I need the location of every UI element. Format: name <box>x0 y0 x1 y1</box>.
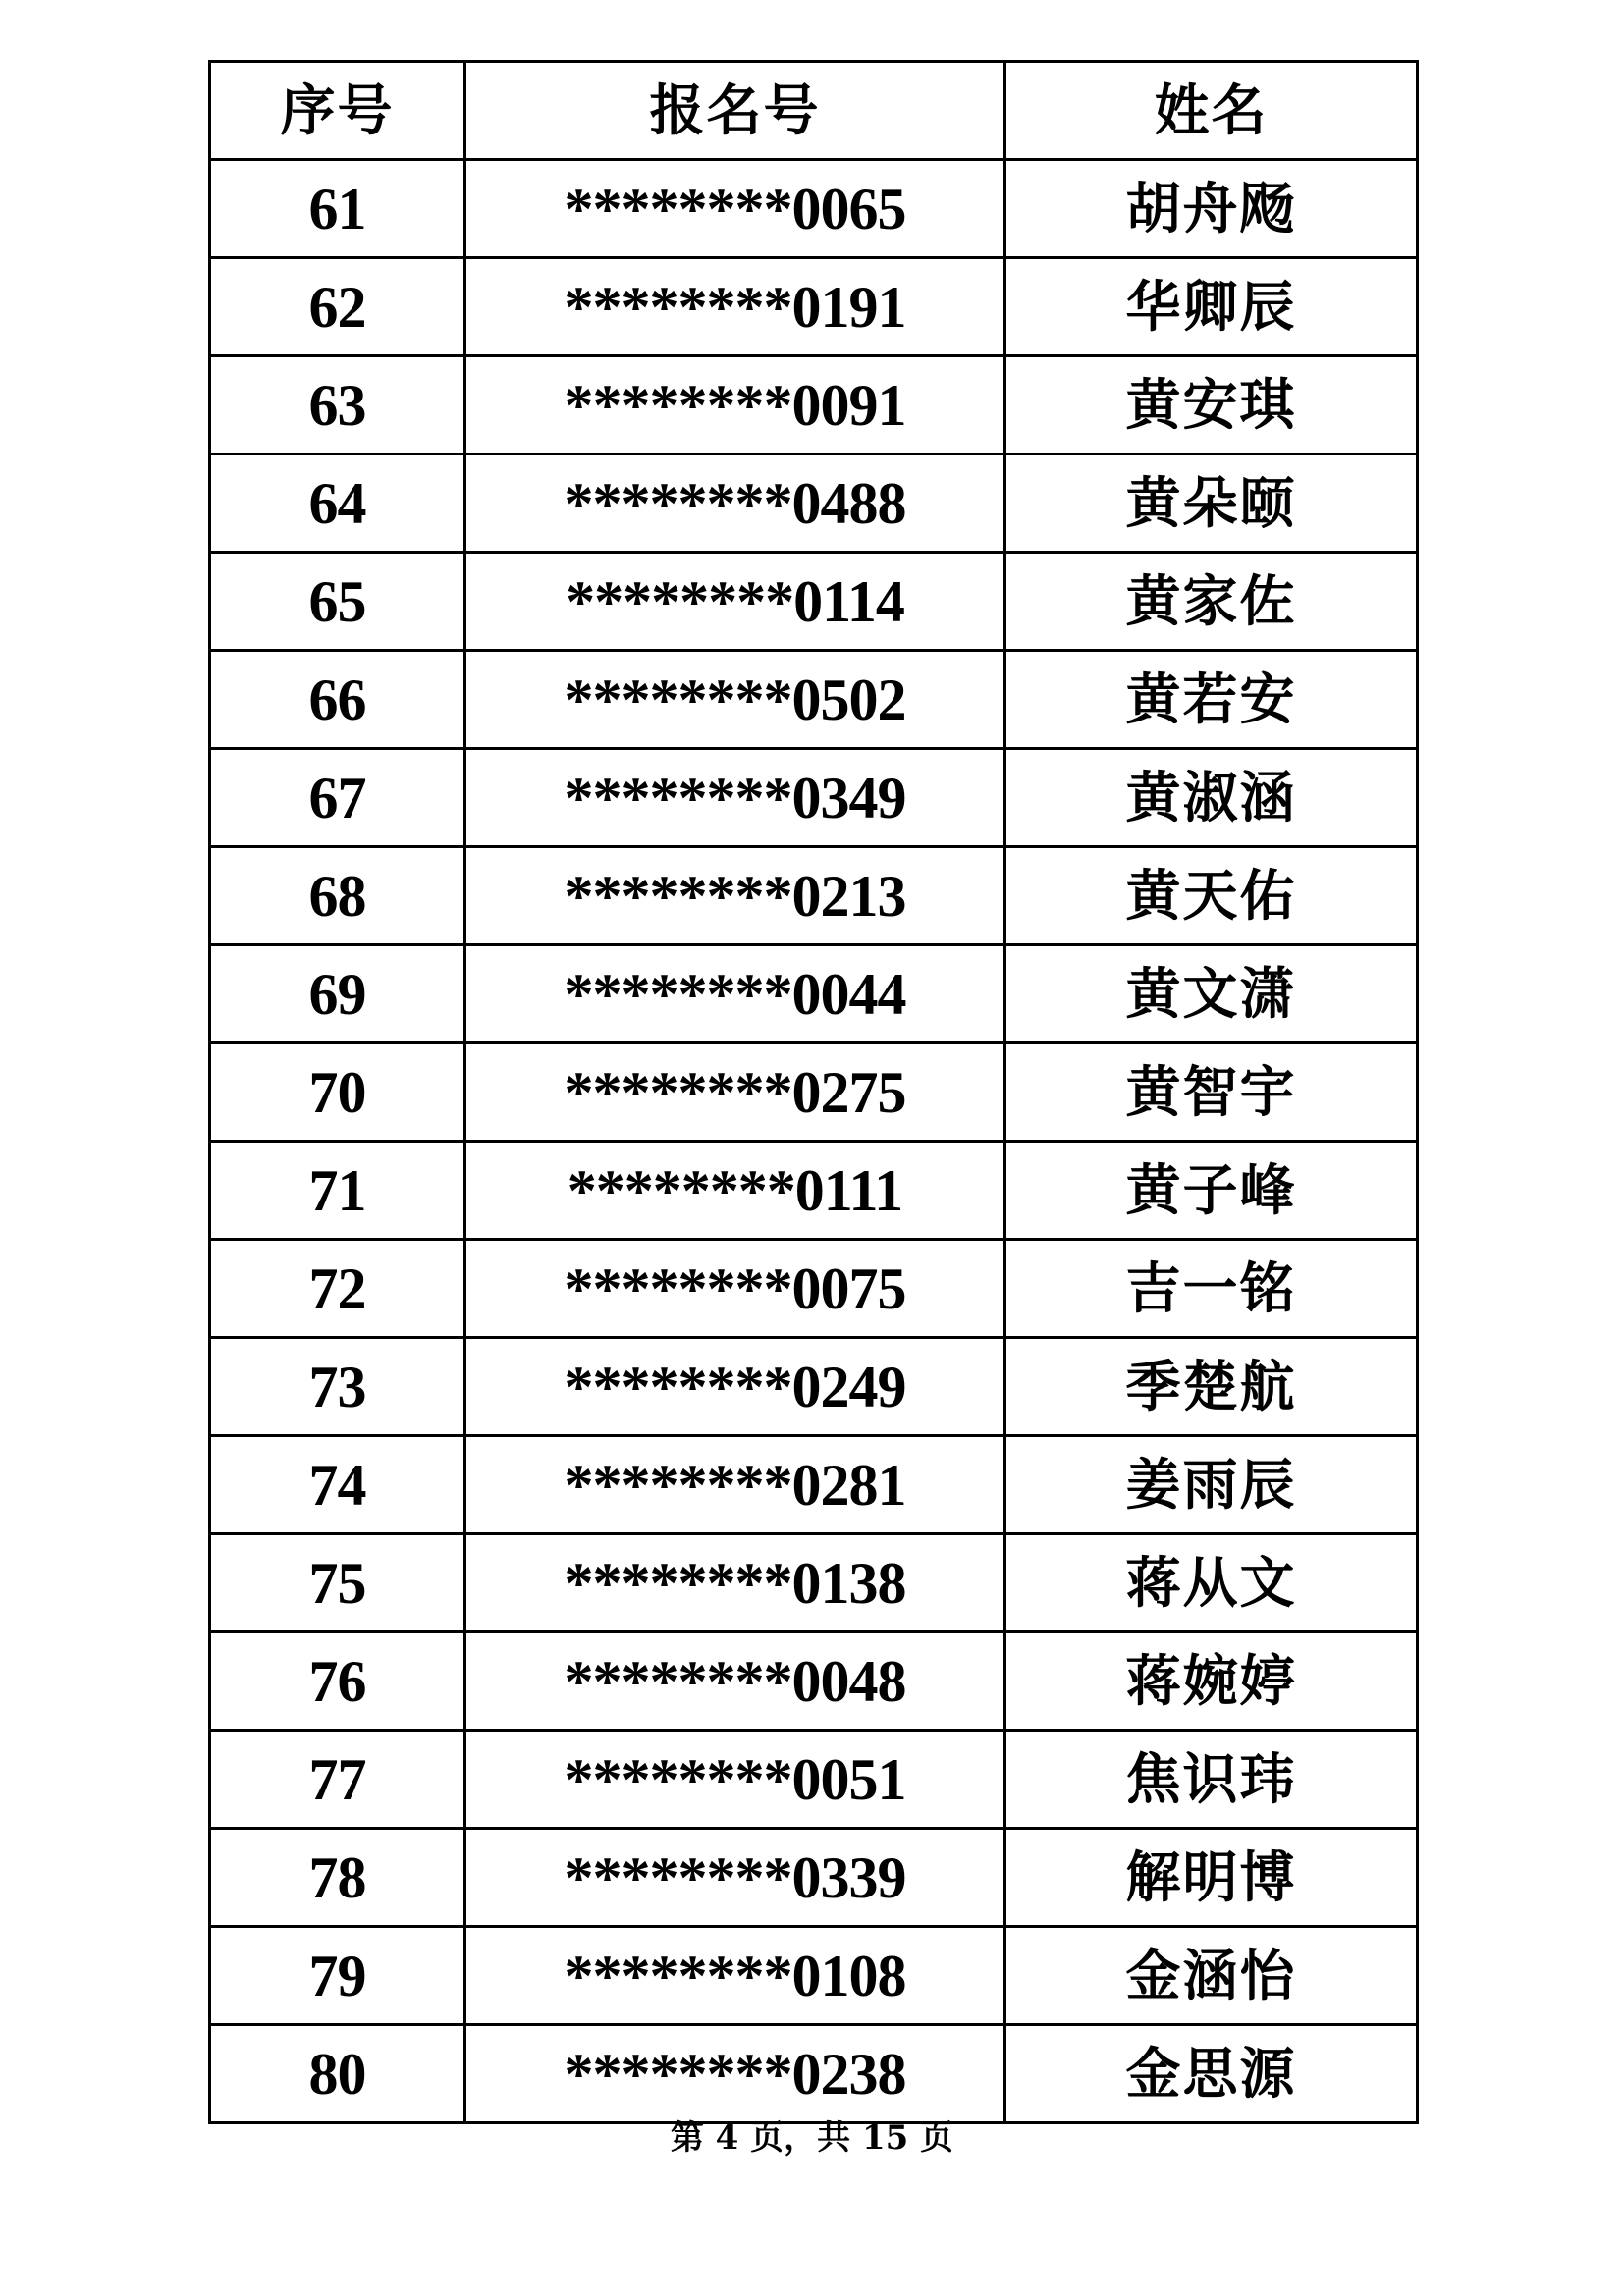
cell-seq: 72 <box>210 1240 465 1338</box>
cell-reg-no: ********0191 <box>465 258 1005 356</box>
table-row <box>210 356 1418 454</box>
cell-name: 黄子峰 <box>1005 1142 1418 1240</box>
cell-name: 焦识玮 <box>1005 1731 1418 1829</box>
cell-reg-no: ********0502 <box>465 651 1005 749</box>
cell-name: 胡舟飏 <box>1005 160 1418 258</box>
cell-reg-no: ********0051 <box>465 1731 1005 1829</box>
cell-name: 黄天佑 <box>1005 847 1418 945</box>
cell-reg-no: ********0339 <box>465 1829 1005 1927</box>
table-row <box>210 1043 1418 1142</box>
table-row <box>210 847 1418 945</box>
cell-seq: 61 <box>210 160 465 258</box>
table-row <box>210 945 1418 1043</box>
cell-name: 黄若安 <box>1005 651 1418 749</box>
header-seq: 序号 <box>210 62 465 160</box>
cell-seq: 79 <box>210 1927 465 2025</box>
cell-reg-no: ********0114 <box>465 553 1005 651</box>
cell-name: 蒋从文 <box>1005 1534 1418 1632</box>
cell-name: 黄朵颐 <box>1005 454 1418 553</box>
table-row <box>210 1142 1418 1240</box>
table-row <box>210 160 1418 258</box>
cell-name: 黄智宇 <box>1005 1043 1418 1142</box>
cell-seq: 76 <box>210 1632 465 1731</box>
cell-reg-no: ********0048 <box>465 1632 1005 1731</box>
cell-seq: 62 <box>210 258 465 356</box>
cell-name: 蒋婉婷 <box>1005 1632 1418 1731</box>
header-name: 姓名 <box>1005 62 1418 160</box>
table-row <box>210 1436 1418 1534</box>
cell-reg-no: ********0488 <box>465 454 1005 553</box>
table-row <box>210 258 1418 356</box>
registration-table <box>208 60 1419 2124</box>
cell-name: 华卿辰 <box>1005 258 1418 356</box>
cell-reg-no: ********0213 <box>465 847 1005 945</box>
table-row <box>210 553 1418 651</box>
table-row <box>210 1731 1418 1829</box>
cell-reg-no: ********0138 <box>465 1534 1005 1632</box>
cell-reg-no: ********0275 <box>465 1043 1005 1142</box>
cell-seq: 67 <box>210 749 465 847</box>
cell-name: 黄家佐 <box>1005 553 1418 651</box>
cell-name: 黄安琪 <box>1005 356 1418 454</box>
cell-name: 姜雨辰 <box>1005 1436 1418 1534</box>
cell-name: 金涵怡 <box>1005 1927 1418 2025</box>
cell-reg-no: ********0249 <box>465 1338 1005 1436</box>
cell-seq: 78 <box>210 1829 465 1927</box>
cell-seq: 65 <box>210 553 465 651</box>
cell-seq: 73 <box>210 1338 465 1436</box>
cell-reg-no: ********0281 <box>465 1436 1005 1534</box>
cell-reg-no: ********0075 <box>465 1240 1005 1338</box>
cell-seq: 71 <box>210 1142 465 1240</box>
cell-seq: 77 <box>210 1731 465 1829</box>
cell-seq: 74 <box>210 1436 465 1534</box>
cell-reg-no: ********0091 <box>465 356 1005 454</box>
table-header-row <box>210 62 1418 160</box>
table-row <box>210 2025 1418 2123</box>
table-row <box>210 1534 1418 1632</box>
table-row <box>210 1632 1418 1731</box>
table-row <box>210 1240 1418 1338</box>
header-reg-no: 报名号 <box>465 62 1005 160</box>
cell-reg-no: ********0044 <box>465 945 1005 1043</box>
table-row <box>210 454 1418 553</box>
table-row <box>210 651 1418 749</box>
page-footer: 第 4 页，共 15 页 <box>670 2118 954 2158</box>
cell-reg-no: ********0111 <box>465 1142 1005 1240</box>
cell-seq: 70 <box>210 1043 465 1142</box>
cell-reg-no: ********0349 <box>465 749 1005 847</box>
registration-table-container <box>208 60 1416 2124</box>
cell-seq: 64 <box>210 454 465 553</box>
cell-reg-no: ********0238 <box>465 2025 1005 2123</box>
cell-name: 黄淑涵 <box>1005 749 1418 847</box>
cell-seq: 75 <box>210 1534 465 1632</box>
table-row <box>210 1829 1418 1927</box>
cell-reg-no: ********0065 <box>465 160 1005 258</box>
cell-seq: 68 <box>210 847 465 945</box>
table-row <box>210 749 1418 847</box>
cell-name: 吉一铭 <box>1005 1240 1418 1338</box>
table-row <box>210 1927 1418 2025</box>
cell-name: 解明博 <box>1005 1829 1418 1927</box>
cell-seq: 63 <box>210 356 465 454</box>
cell-name: 金思源 <box>1005 2025 1418 2123</box>
cell-reg-no: ********0108 <box>465 1927 1005 2025</box>
cell-seq: 66 <box>210 651 465 749</box>
cell-name: 季楚航 <box>1005 1338 1418 1436</box>
cell-seq: 80 <box>210 2025 465 2123</box>
cell-seq: 69 <box>210 945 465 1043</box>
table-row <box>210 1338 1418 1436</box>
cell-name: 黄文潇 <box>1005 945 1418 1043</box>
